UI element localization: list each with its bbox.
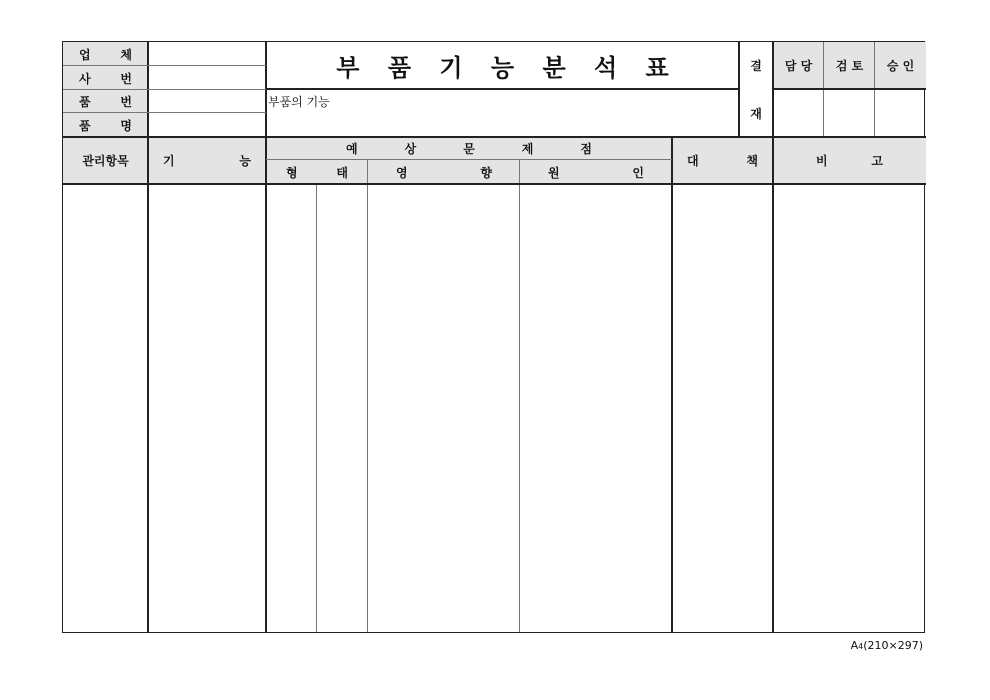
effect-subheader <box>368 160 520 184</box>
countermeasure-header <box>672 137 773 184</box>
hline-title-bottom <box>266 88 739 90</box>
part-no-field[interactable] <box>148 90 266 113</box>
part-name-field[interactable] <box>148 113 266 137</box>
form-subheader <box>266 160 368 184</box>
divider-cause-counter <box>671 137 673 632</box>
hline-header-bottom <box>63 183 926 185</box>
approval-staff-sign-box[interactable] <box>773 89 824 137</box>
part-no-label-char-1: 품 <box>79 95 91 109</box>
form-subheader-char-2: 태 <box>336 165 348 180</box>
cause-subheader-char-1: 원 <box>548 165 560 180</box>
function-header-char-1: 기 <box>163 154 175 168</box>
part-no-label <box>63 90 148 113</box>
countermeasure-header-char-2: 책 <box>746 154 758 168</box>
cause-subheader <box>520 160 672 184</box>
divider-value-col <box>265 42 267 632</box>
employee-no-field[interactable] <box>148 66 266 90</box>
hline-info-3 <box>63 112 266 113</box>
expected-problem-char-2: 상 <box>404 142 417 156</box>
approval-approve-header: 승 인 <box>875 42 926 89</box>
expected-problem-char-5: 점 <box>580 142 592 156</box>
remarks-column[interactable] <box>773 184 926 632</box>
divider-title-right <box>738 42 740 137</box>
form-title: 부 품 기 능 분 석 표 <box>336 54 679 82</box>
expected-problem-char-3: 문 <box>463 142 475 156</box>
divider-form-split <box>316 184 317 632</box>
divider-approval-label <box>772 42 774 632</box>
effect-column[interactable] <box>368 184 520 632</box>
management-item-header: 관리항목 <box>63 137 148 184</box>
expected-problem-char-1: 예 <box>346 142 358 156</box>
remarks-header-char-2: 고 <box>871 154 883 168</box>
hline-info-2 <box>63 89 266 90</box>
function-header <box>148 137 266 184</box>
hline-approval-mid <box>773 88 926 90</box>
paper-size-letter: A <box>850 639 859 652</box>
management-item-column[interactable] <box>63 184 148 632</box>
paper-size-sub: 4 <box>858 642 864 651</box>
employee-no-label-char-2: 번 <box>120 71 132 86</box>
divider-approval-2 <box>874 42 875 137</box>
divider-form-effect <box>367 160 368 632</box>
function-note: 부품의 기능 <box>268 95 330 109</box>
countermeasure-header-char-1: 대 <box>687 154 699 168</box>
employee-no-label <box>63 66 148 90</box>
hline-problem-mid <box>266 159 672 160</box>
form-column-b[interactable] <box>317 184 368 632</box>
expected-problem-char-4: 제 <box>521 142 534 156</box>
cause-column[interactable] <box>520 184 672 632</box>
cause-subheader-char-2: 인 <box>632 165 644 180</box>
approval-label-top: 결 <box>750 59 762 73</box>
form-subheader-char-1: 형 <box>286 165 298 180</box>
paper-size-note <box>851 639 923 652</box>
company-field[interactable] <box>148 42 266 66</box>
part-no-label-char-2: 번 <box>120 95 132 109</box>
part-name-label-char-1: 품 <box>79 118 91 133</box>
approval-label-bottom: 재 <box>750 106 762 121</box>
divider-effect-cause <box>519 160 520 632</box>
analysis-form <box>62 41 925 633</box>
divider-label-col <box>147 42 149 632</box>
remarks-header-char-1: 비 <box>816 154 828 168</box>
approval-staff-header: 담 당 <box>773 42 824 89</box>
form-column-a[interactable] <box>266 184 317 632</box>
part-name-label-char-2: 명 <box>120 118 132 133</box>
effect-subheader-char-1: 영 <box>396 165 408 180</box>
divider-approval-1 <box>823 42 824 137</box>
approval-approve-sign-box[interactable] <box>875 89 926 137</box>
company-label-char-1: 업 <box>79 47 91 62</box>
function-column[interactable] <box>148 184 266 632</box>
countermeasure-column[interactable] <box>672 184 773 632</box>
hline-header-top <box>63 136 926 138</box>
approval-review-sign-box[interactable] <box>824 89 875 137</box>
remarks-header <box>773 137 926 184</box>
effect-subheader-char-2: 향 <box>480 165 492 180</box>
expected-problem-header <box>266 137 672 160</box>
part-name-label <box>63 113 148 137</box>
paper-size-dimensions: (210×297) <box>863 639 923 652</box>
employee-no-label-char-1: 사 <box>79 71 91 86</box>
company-label-char-2: 체 <box>120 47 132 62</box>
function-header-char-2: 능 <box>239 154 251 168</box>
hline-info-1 <box>63 65 266 66</box>
approval-review-header: 검 토 <box>824 42 875 89</box>
company-label <box>63 42 148 66</box>
